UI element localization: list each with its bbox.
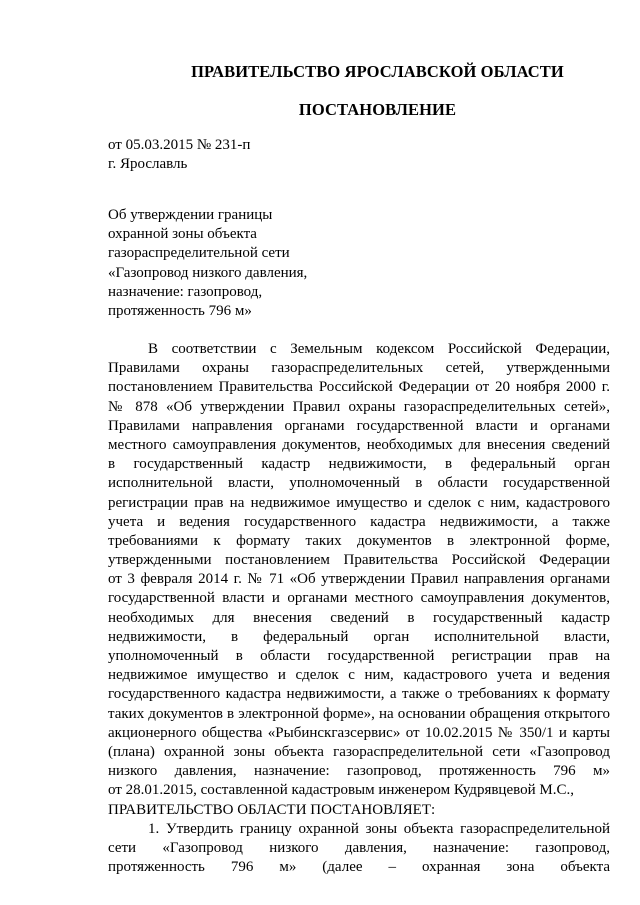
body-line: в государственный кадастр недвижимости, в федеральный орган [108,456,610,473]
body-line: сети «Газопровод низкого давления, назначение: газопровод, [108,839,610,856]
body-line: (плана) охранной зоны объекта газораспределительной сети «Газопровод [108,743,610,760]
body-line: низкого давления, назначение: газопровод, протяженность 796 м» [108,763,610,780]
body-line: требованиями к формату таких документов в электронной форме, [108,532,610,549]
subject-line: Об утверждении границы [108,207,273,223]
city: г. Ярославль [108,156,188,172]
document-type-heading: ПОСТАНОВЛЕНИЕ [298,100,457,119]
subject-line: «Газопровод низкого давления, [108,264,308,281]
body-line: местного самоуправления документов, необходимых для внесения сведений [108,436,610,453]
decree-clause: ПРАВИТЕЛЬСТВО ОБЛАСТИ ПОСТАНОВЛЯЕТ: [108,801,436,818]
subject-block [108,206,408,321]
body-line: учета и ведения государственного кадастра недвижимости, а также [108,513,610,530]
body-line: недвижимое имущество и сделок с ним, кадастрового учета и ведения [108,667,610,684]
body-line: недвижимости, в федеральный орган исполнительной власти, [108,628,610,645]
body-line: необходимых для внесения сведений в государственный кадастр [108,609,610,626]
date-number: от 05.03.2015 № 231-п [108,137,251,153]
body-text [108,340,610,877]
subject-line: газораспределительной сети [108,245,290,262]
subject-line: охранной зоны объекта [108,226,257,243]
body-line: государственного кадастра недвижимости, а также о требованиях к формату [108,686,610,703]
body-line: В соответствии с Земельным кодексом Российской Федерации, [148,341,610,357]
body-line: государственной власти и органами местного самоуправления документов, [108,590,610,607]
body-line: Правилами охраны газораспределительных сетей, утвержденными [108,360,610,377]
body-line: таких документов в электронной форме», на основании обращения открытого [108,705,610,722]
body-line: исполнительной власти, уполномоченный в области государственной [108,475,610,492]
body-line: постановлением Правительства Российской Федерации от 20 ноября 2000 г. [108,379,610,396]
body-line: уполномоченный в области государственной регистрации прав на [108,648,610,664]
body-line: акционерного общества «Рыбинскгазсервис» от 10.02.2015 № 350/1 и карты [108,724,610,741]
subject-line: назначение: газопровод, [108,283,263,300]
body-line: утвержденными постановлением Правительства Российской Федерации [108,552,610,569]
body-line: 1. Утвердить границу охранной зоны объекта газораспределительной [148,820,610,837]
body-line: от 28.01.2015, составленной кадастровым инженером Кудрявцевой М.С., [108,782,574,799]
body-line: от 3 февраля 2014 г. № 71 «Об утверждении Правил направления органами [108,571,610,588]
government-heading: ПРАВИТЕЛЬСТВО ЯРОСЛАВСКОЙ ОБЛАСТИ [191,62,564,81]
body-line: протяженность 796 м» (далее – охранная зона объекта [108,859,610,876]
body-line: Правилами направления органами государственной власти и органами [108,417,610,434]
body-line: № 878 «Об утверждении Правил охраны газораспределительных сетей», [108,398,610,415]
subject-line: протяженность 796 м» [108,302,252,319]
body-line: регистрации прав на недвижимое имущество и сделок с ним, кадастрового [108,494,610,511]
